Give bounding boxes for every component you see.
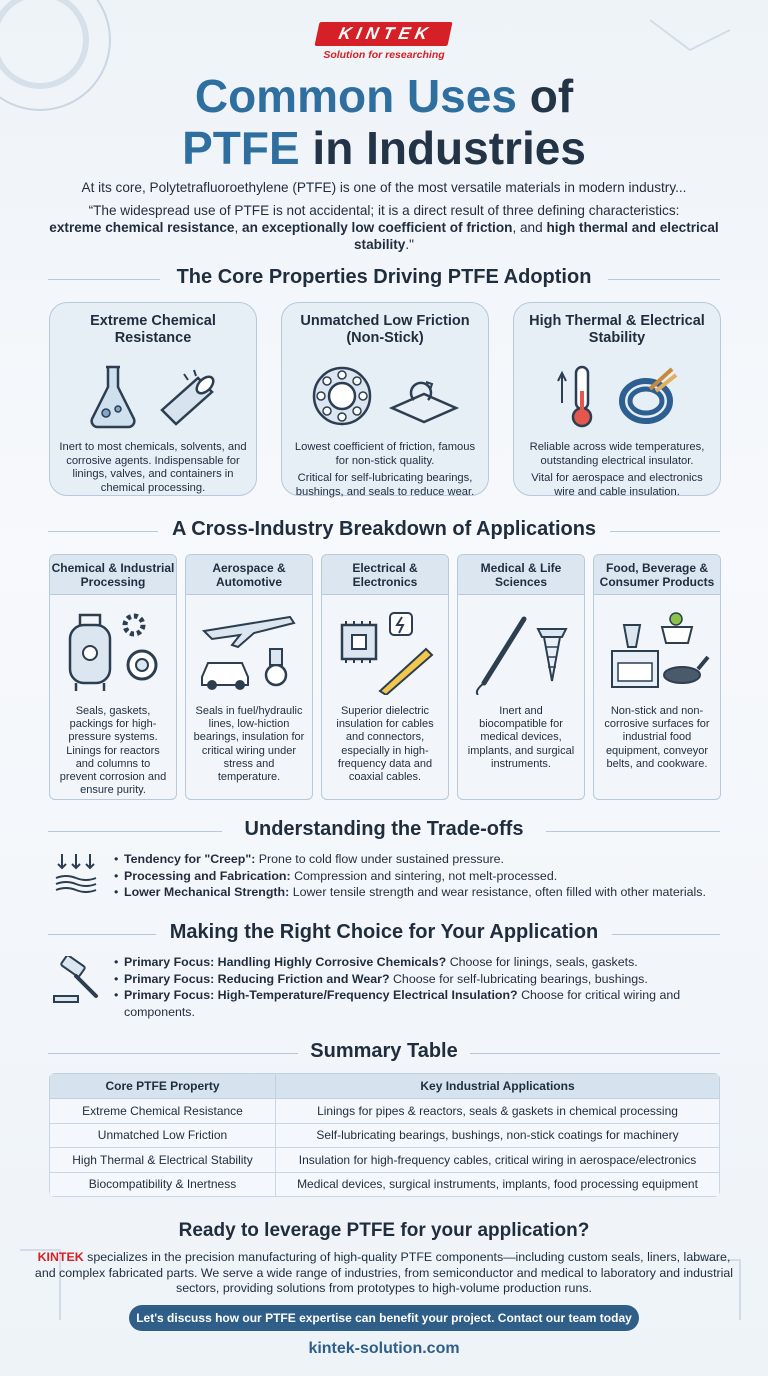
industry-card-medical bbox=[457, 554, 585, 800]
table-row bbox=[50, 1148, 720, 1173]
property-card-thermal bbox=[513, 302, 721, 496]
industries-heading-text: A Cross-Industry Breakdown of Applications bbox=[171, 518, 597, 540]
list-item bbox=[124, 987, 734, 1020]
cta-text bbox=[32, 1250, 736, 1297]
pipe-icon bbox=[154, 366, 220, 426]
intro-text: At its core, Polytetrafluoroethylene (PTFE) is one of the most versatile materials in modern industry... bbox=[81, 180, 687, 195]
table-cell: Linings for pipes & reactors, seals & gaskets in chemical processing bbox=[276, 1099, 720, 1124]
quote-bold-2: an exceptionally low coefficient of friction bbox=[242, 220, 513, 235]
list-item bbox=[124, 971, 734, 988]
industry-text: Seals, gaskets, packings for high-pressure systems. Linings for reactors and columns to prevent corrosion and ensure purity. bbox=[59, 705, 167, 797]
choice-heading bbox=[0, 921, 768, 944]
item-text: Prone to cold flow under sustained pressure. bbox=[255, 852, 504, 866]
quote-mid-1: , bbox=[234, 220, 243, 235]
table-row bbox=[50, 1123, 720, 1148]
property-title: High Thermal & Electrical Stability bbox=[529, 313, 705, 346]
item-label: Primary Focus: Reducing Friction and Wear? bbox=[124, 971, 390, 986]
property-text: Lowest coefficient of friction, famous for non-stick quality. bbox=[294, 441, 476, 467]
intro-quote bbox=[28, 202, 740, 253]
contact-button[interactable]: Let's discuss how our PTFE expertise can benefit your project. Contact our team today bbox=[129, 1305, 639, 1331]
cta-body: specializes in the precision manufacturing of high-quality PTFE components—including custom seals, liners, labware, and complex fabricated parts. We serve a wide range of industries, from semiconductor and medical to laboratory and industrial sectors, providing solutions from prototypes to high-volume production runs. bbox=[34, 1250, 734, 1295]
logo[interactable] bbox=[0, 22, 768, 61]
property-text-2: Critical for self-lubricating bearings, bushings, and seals to reduce wear. bbox=[295, 472, 475, 498]
quote-bold-1: extreme chemical resistance bbox=[49, 220, 235, 235]
item-text: Choose for linings, seals, gaskets. bbox=[446, 955, 638, 969]
flask-icon bbox=[86, 363, 140, 429]
cable-icon bbox=[616, 363, 682, 429]
industry-text: Seals in fuel/hydraulic lines, low-hiction bearings, insulation for critical wiring under stress and temperature. bbox=[193, 705, 305, 784]
table-cell: Self-lubricating bearings, bushings, non-stick coatings for machinery bbox=[276, 1123, 720, 1148]
table-header: Core PTFE Property bbox=[50, 1074, 276, 1099]
logo-brand: KINTEK bbox=[315, 22, 453, 46]
list-item bbox=[124, 851, 734, 868]
title-part-1: Common Uses bbox=[194, 70, 517, 122]
title-part-3: PTFE bbox=[182, 122, 300, 174]
table-header: Key Industrial Applications bbox=[276, 1074, 720, 1099]
industries-heading bbox=[0, 518, 768, 541]
summary-table bbox=[49, 1073, 720, 1197]
table-header-row bbox=[50, 1074, 720, 1099]
quote-mid-2: , and bbox=[512, 220, 547, 235]
property-title: Unmatched Low Friction (Non-Stick) bbox=[300, 313, 470, 346]
surgical-instrument-icon bbox=[466, 605, 576, 695]
industry-title: Food, Beverage & Consumer Products bbox=[594, 555, 720, 595]
kitchen-equipment-icon bbox=[602, 605, 712, 695]
industry-text: Non-stick and non-corrosive surfaces for industrial food equipment, conveyor belts, and cookware. bbox=[604, 705, 710, 770]
cta-brand: KINTEK bbox=[37, 1250, 84, 1264]
quote-lead: “The widespread use of PTFE is not accidental; it is a direct result of three defining characteristics: bbox=[88, 203, 680, 218]
tradeoffs-list bbox=[124, 851, 734, 901]
list-item bbox=[124, 884, 734, 901]
table-cell: Extreme Chemical Resistance bbox=[50, 1099, 276, 1124]
industry-title: Aerospace & Automotive bbox=[186, 555, 312, 595]
list-item bbox=[124, 954, 734, 971]
table-cell: Biocompatibility & Inertness bbox=[50, 1172, 276, 1197]
item-label: Lower Mechanical Strength: bbox=[124, 885, 290, 899]
choice-list bbox=[124, 954, 734, 1020]
cta-heading: Ready to leverage PTFE for your application? bbox=[178, 1220, 590, 1241]
summary-heading-text: Summary Table bbox=[310, 1040, 458, 1062]
airplane-car-icon bbox=[194, 605, 304, 695]
property-text-2: Vital for aerospace and electronics wire and cable insulation. bbox=[531, 472, 703, 498]
table-cell: Insulation for high-frequency cables, critical wiring in aerospace/electronics bbox=[276, 1148, 720, 1173]
table-cell: Medical devices, surgical instruments, implants, food processing equipment bbox=[276, 1172, 720, 1197]
logo-tagline: Solution for researching bbox=[323, 49, 445, 61]
quote-end: ." bbox=[405, 237, 414, 252]
item-text: Choose for self-lubricating bearings, bushings. bbox=[389, 971, 648, 986]
item-text: Lower tensile strength and wear resistance, often filled with other materials. bbox=[289, 885, 706, 899]
property-title: Extreme Chemical Resistance bbox=[90, 313, 216, 346]
thermometer-icon bbox=[552, 363, 602, 429]
compression-icon bbox=[54, 852, 98, 896]
property-text: Inert to most chemicals, solvents, and corrosive agents. Indispensable for linings, valves, and containers in chemical processing. bbox=[59, 441, 247, 494]
page-title bbox=[0, 70, 768, 174]
list-item bbox=[124, 868, 734, 885]
industry-text: Inert and biocompatible for medical devices, implants, and surgical instruments. bbox=[467, 705, 575, 770]
title-part-4: in Industries bbox=[299, 122, 586, 174]
summary-heading bbox=[0, 1040, 768, 1063]
industry-title: Medical & Life Sciences bbox=[458, 555, 584, 595]
core-properties-heading bbox=[0, 266, 768, 289]
table-row bbox=[50, 1172, 720, 1197]
industry-title: Chemical & Industrial Processing bbox=[50, 555, 176, 595]
property-card-friction bbox=[281, 302, 489, 496]
table-cell: High Thermal & Electrical Stability bbox=[50, 1148, 276, 1173]
non-stick-surface-icon bbox=[388, 368, 460, 424]
industry-card-food bbox=[593, 554, 721, 800]
item-label: Processing and Fabrication: bbox=[124, 868, 291, 883]
gavel-icon bbox=[52, 956, 102, 1006]
reactor-icon bbox=[58, 605, 168, 695]
tradeoffs-heading-text: Understanding the Trade-offs bbox=[244, 818, 524, 840]
bearing-icon bbox=[310, 364, 374, 428]
core-heading-text: The Core Properties Driving PTFE Adoption bbox=[176, 266, 592, 288]
item-text: Choose for critical wiring and components. bbox=[124, 988, 681, 1019]
table-cell: Unmatched Low Friction bbox=[50, 1123, 276, 1148]
industry-card-electrical bbox=[321, 554, 449, 800]
quote-bold-3: high thermal and electrical stability bbox=[354, 220, 719, 252]
industry-title: Electrical & Electronics bbox=[322, 555, 448, 595]
table-row bbox=[50, 1099, 720, 1124]
property-card-chemical bbox=[49, 302, 257, 496]
property-text: Reliable across wide temperatures, outstanding electrical insulator. bbox=[529, 441, 705, 467]
chip-pen-icon bbox=[330, 605, 440, 695]
industry-card-aerospace bbox=[185, 554, 313, 800]
footer-link[interactable]: kintek-solution.com bbox=[308, 1340, 460, 1357]
title-part-2: of bbox=[516, 70, 574, 122]
industry-text: Superior dielectric insulation for cables and connectors, especially in high-frequency data and coaxial cables. bbox=[336, 705, 434, 784]
item-label: Primary Focus: High-Temperature/Frequency Electrical Insulation? bbox=[124, 988, 518, 1002]
choice-heading-text: Making the Right Choice for Your Application bbox=[169, 921, 599, 943]
item-label: Primary Focus: Handling Highly Corrosive Chemicals? bbox=[124, 955, 447, 969]
tradeoffs-heading bbox=[0, 818, 768, 841]
item-text: Compression and sintering, not melt-processed. bbox=[290, 868, 558, 883]
item-label: Tendency for "Creep": bbox=[124, 852, 256, 866]
industry-card-chemical bbox=[49, 554, 177, 800]
